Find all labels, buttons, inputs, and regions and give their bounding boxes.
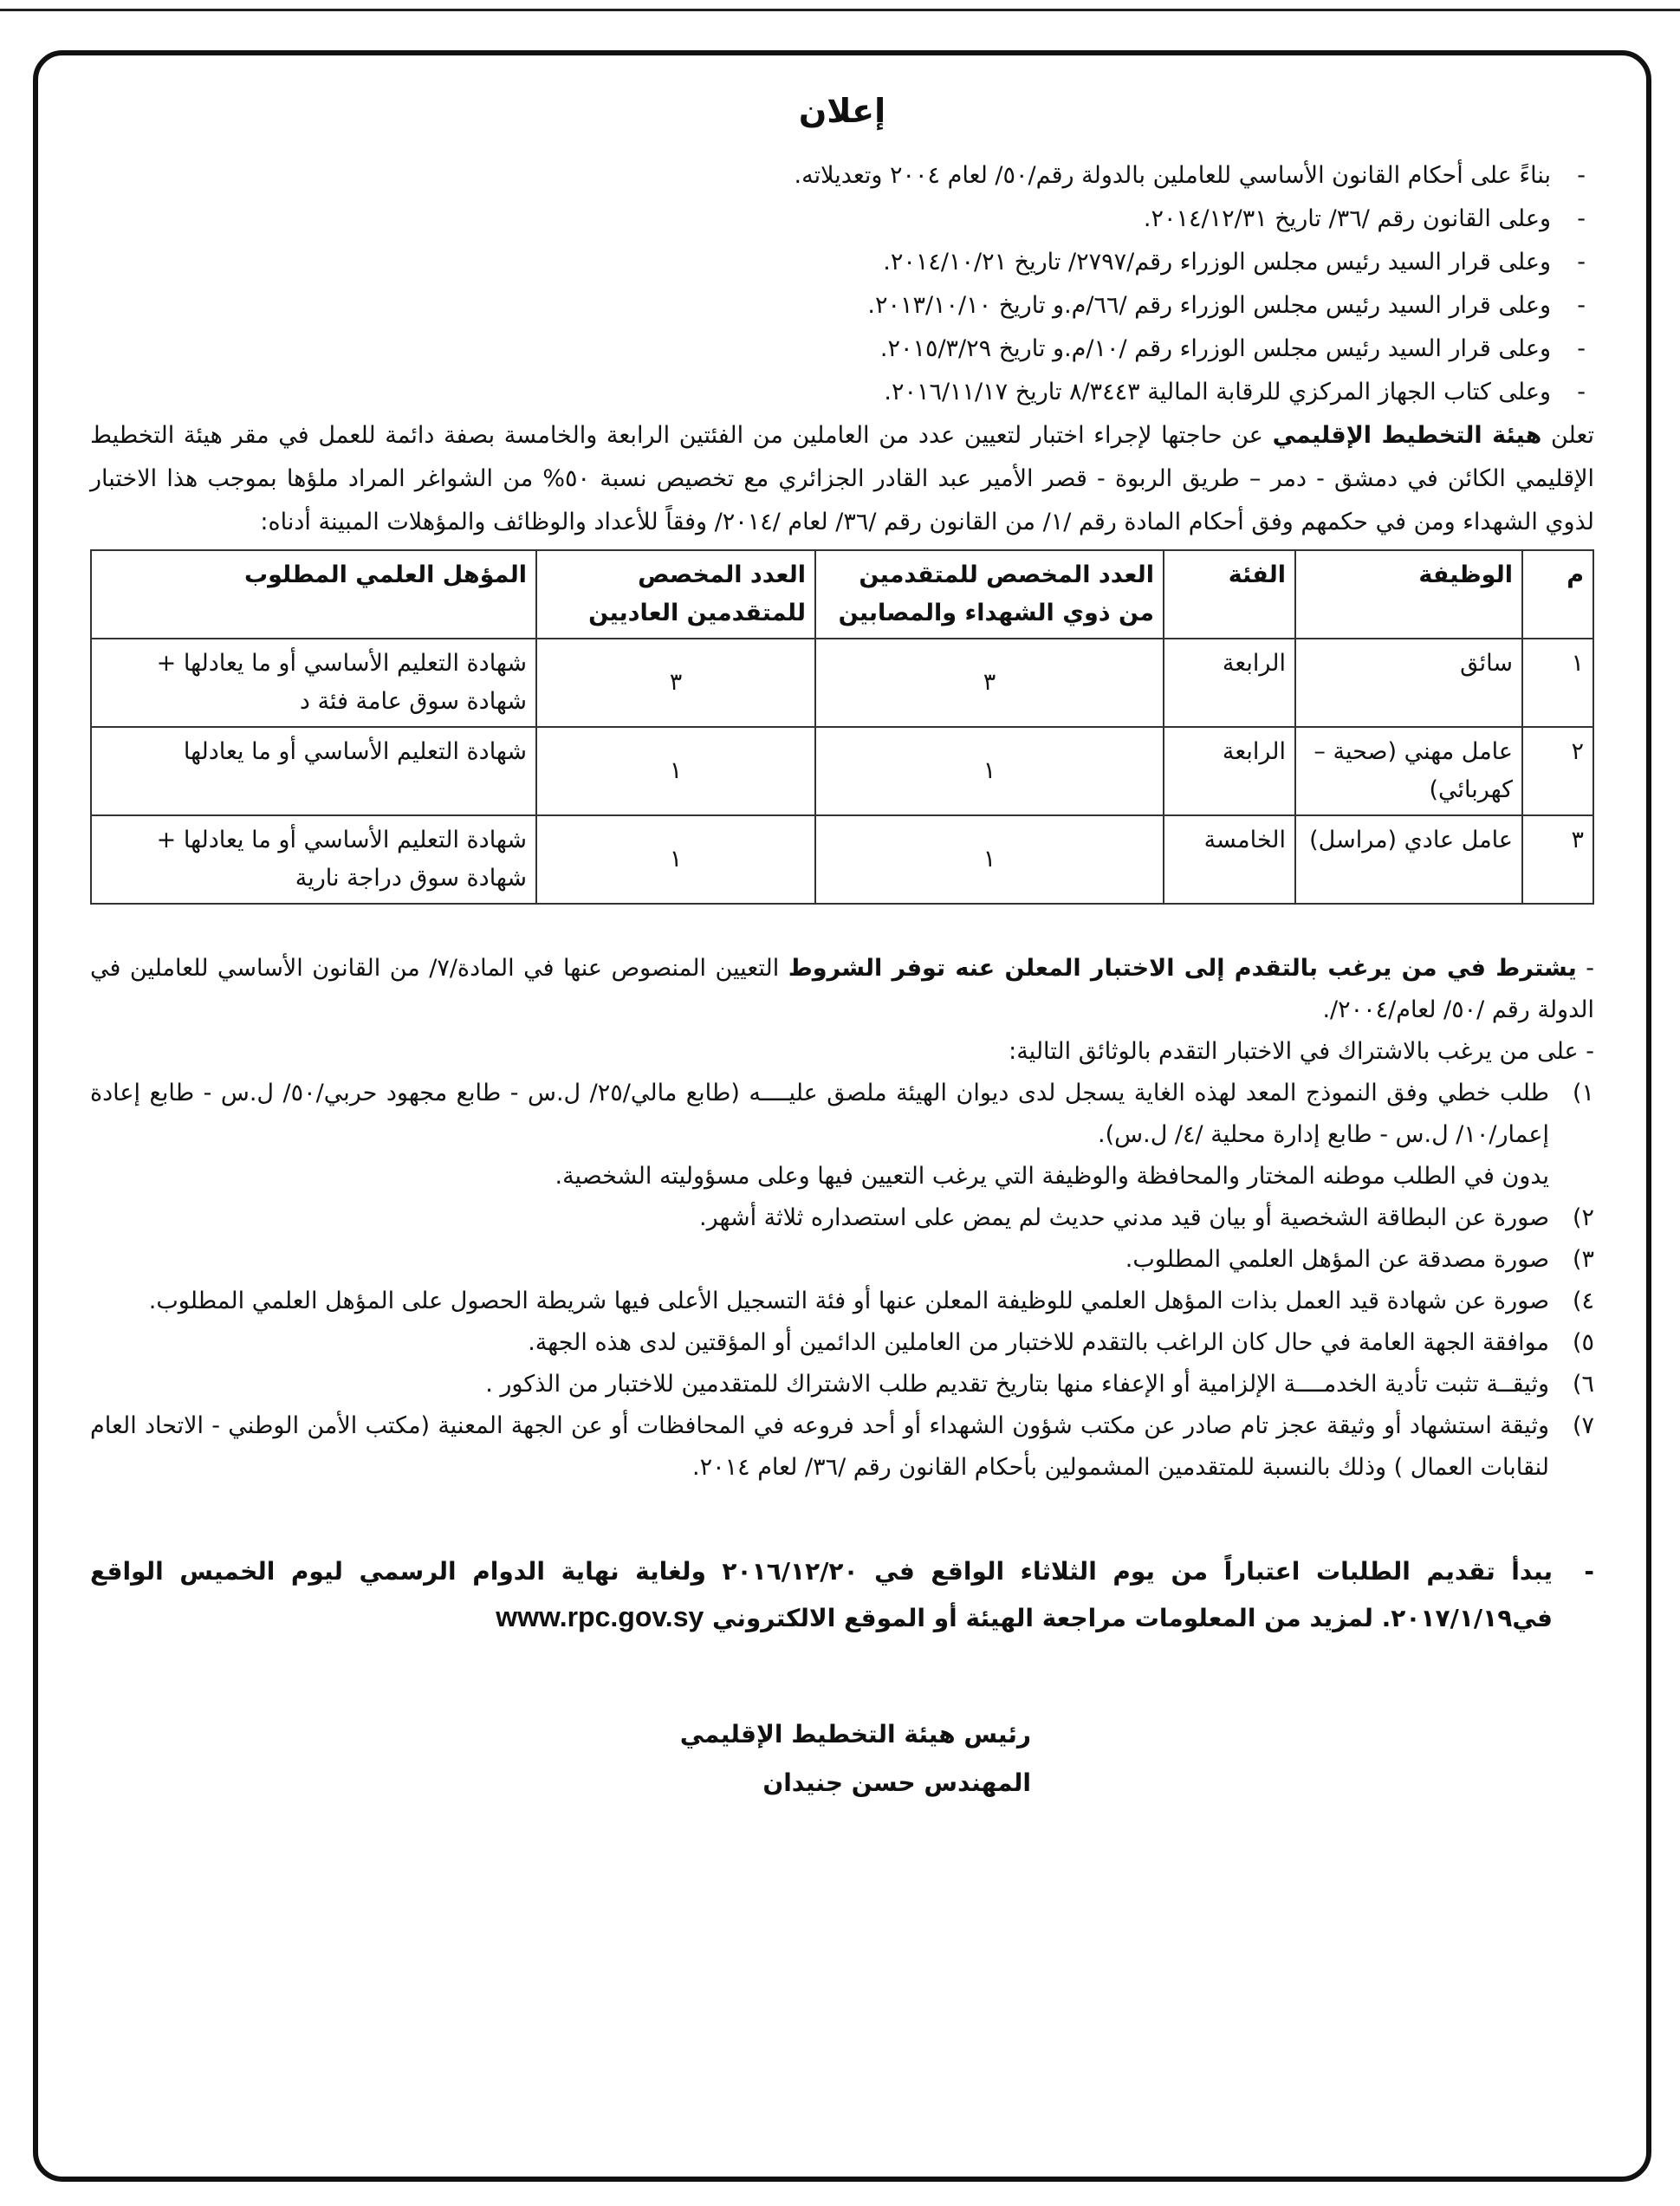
- cell-job: عامل عادي (مراسل): [1295, 815, 1522, 904]
- table-row: [91, 639, 1593, 727]
- document-item: [90, 1197, 1594, 1239]
- cell-martyrs-count: ١: [815, 727, 1164, 815]
- cell-qualification: شهادة التعليم الأساسي أو ما يعادلها + شهادة سوق دراجة نارية: [91, 815, 536, 904]
- conditions-section: [90, 948, 1594, 1489]
- signature-position: رئيس هيئة التخطيط الإقليمي: [679, 1720, 1031, 1749]
- intro-text: عن حاجتها لإجراء اختبار لتعيين عدد من العاملين من الفئتين الرابعة والخامسة بصفة دائمة للعمل في مقر هيئة التخطيط الإقليمي الكائن في دمشق - دمر – طريق الربوة - قصر الأمير عبد القادر الجزائري مع تخصيص نسبة ٥٠% من الشواغر المراد ملؤها بموجب هذا الاختبار لذوي الشهداء ومن في حكمهم وفق أحكام المادة رقم /١/ من القانون رقم /٣٦/ لعام /٢٠١٤/ وفقاً للأعداد والوظائف والمؤهلات المبينة أدناه:: [90, 422, 1594, 535]
- cell-martyrs-count: ٣: [815, 639, 1164, 727]
- header-qualification: المؤهل العلمي المطلوب: [91, 550, 536, 639]
- cell-qualification: شهادة التعليم الأساسي أو ما يعادلها: [91, 727, 536, 815]
- table-row: [91, 727, 1593, 815]
- top-rule: [0, 9, 1680, 11]
- conditions-rest: التعيين المنصوص عنها في المادة/٧/ من القانون الأساسي للعاملين في الدولة رقم /٥٠/ لعام/٢٠٠٤/.: [90, 955, 1594, 1023]
- legal-basis-item: - وعلى قرار السيد رئيس مجلس الوزراء رقم/٢٧٩٧/ تاريخ ٢٠١٤/١٠/٢١.: [90, 241, 1586, 284]
- required-documents-list: [90, 1073, 1594, 1489]
- cell-regular-count: ٣: [536, 639, 815, 727]
- document-text: صورة عن شهادة قيد العمل بذات المؤهل العلمي للوظيفة المعلن عنها أو فئة التسجيل الأعلى فيها شريطة الحصول على المؤهل العلمي المطلوب.: [148, 1288, 1549, 1314]
- cell-category: الرابعة: [1164, 639, 1295, 727]
- document-number: ٧): [1572, 1412, 1594, 1439]
- signature-name: المهندس حسن جنيدان: [762, 1768, 1031, 1797]
- cell-qualification: شهادة التعليم الأساسي أو ما يعادلها + شهادة سوق عامة فئة د: [91, 639, 536, 727]
- document-number: ٣): [1572, 1246, 1594, 1273]
- header-m: م: [1522, 550, 1593, 639]
- cell-m: ١: [1522, 639, 1593, 727]
- cell-category: الرابعة: [1164, 727, 1295, 815]
- document-text: موافقة الجهة العامة في حال كان الراغب بالتقدم للاختبار من العاملين الدائمين أو المؤقتين لدى هذه الجهة.: [528, 1329, 1549, 1356]
- document-text: وثيقــة تثبت تأدية الخدمــــة الإلزامية أو الإعفاء منها بتاريخ تقديم طلب الاشتراك للمتقدمين للاختبار من الذكور .: [485, 1371, 1549, 1398]
- cell-regular-count: ١: [536, 815, 815, 904]
- document-text: وثيقة استشهاد أو وثيقة عجز تام صادر عن مكتب شؤون الشهداء أو أحد فروعه في المحافظات أو عن الجهة المعنية (مكتب الأمن الوطني - الاتحاد العام لنقابات العمال ) وذلك بالنسبة للمتقدمين المشمولين بأحكام القانون رقم /٣٦/ لعام ٢٠١٤.: [90, 1412, 1549, 1481]
- document-item: [90, 1322, 1594, 1364]
- deadline-text: يبدأ تقديم الطلبات اعتباراً من يوم الثلاثاء الواقع في ٢٠١٦/١٢/٢٠ ولغاية نهاية الدوام الرسمي ليوم الخميس الواقع في٢٠١٧/١/١٩. لمزيد من المعلومات مراجعة الهيئة أو الموقع الالكتروني: [90, 1557, 1553, 1632]
- announcement-title: إعلان: [798, 92, 886, 130]
- signature-block: [90, 1710, 1031, 1807]
- legal-basis-item: - وعلى القانون رقم /٣٦/ تاريخ ٢٠١٤/١٢/٣١.: [90, 198, 1586, 241]
- document-item: [90, 1405, 1594, 1489]
- cell-martyrs-count: ١: [815, 815, 1164, 904]
- table-header-row: [91, 550, 1593, 639]
- deadline-paragraph: [90, 1549, 1594, 1641]
- document-item: [90, 1281, 1594, 1322]
- legal-basis-item: - وعلى قرار السيد رئيس مجلس الوزراء رقم /١٠/م.و تاريخ ٢٠١٥/٣/٢٩.: [90, 328, 1586, 371]
- conditions-paragraph: - يشترط في من يرغب بالتقدم إلى الاختبار المعلن عنه توفر الشروط التعيين المنصوص عنها في المادة/٧/ من القانون الأساسي للعاملين في الدولة رقم /٥٠/ لعام/٢٠٠٤/.: [90, 955, 1594, 1023]
- docs-intro-text: على من يرغب بالاشتراك في الاختبار التقدم بالوثائق التالية:: [1009, 1038, 1579, 1065]
- document-text: صورة عن البطاقة الشخصية أو بيان قيد مدني حديث لم يمض على استصداره ثلاثة أشهر.: [699, 1204, 1549, 1231]
- cell-m: ٢: [1522, 727, 1593, 815]
- legal-basis-item: - وعلى كتاب الجهاز المركزي للرقابة المالية ٨/٣٤٤٣ تاريخ ٢٠١٦/١١/١٧.: [90, 371, 1586, 414]
- docs-intro: - على من يرغب بالاشتراك في الاختبار التقدم بالوثائق التالية:: [1009, 1038, 1594, 1065]
- document-subnote: يدون في الطلب موطنه المختار والمحافظة والوظيفة التي يرغب التعيين فيها وعلى مسؤوليته الشخصية.: [555, 1163, 1549, 1190]
- document-number: ١): [1572, 1080, 1594, 1106]
- document-item: [90, 1239, 1594, 1281]
- header-category: الفئة: [1164, 550, 1295, 639]
- vacancies-table: [90, 549, 1594, 905]
- legal-basis-list: [90, 154, 1594, 414]
- legal-basis-item: - وعلى قرار السيد رئيس مجلس الوزراء رقم /٦٦/م.و تاريخ ٢٠١٣/١٠/١٠.: [90, 284, 1586, 328]
- cell-job: سائق: [1295, 639, 1522, 727]
- cell-job: عامل مهني (صحية – كهربائي): [1295, 727, 1522, 815]
- cell-category: الخامسة: [1164, 815, 1295, 904]
- header-regular-count: العدد المخصص للمتقدمين العاديين: [536, 550, 815, 639]
- cell-regular-count: ١: [536, 727, 815, 815]
- document-text: طلب خطي وفق النموذج المعد لهذه الغاية يسجل لدى ديوان الهيئة ملصق عليــــه (طابع مالي/٢٥/ ل.س - طابع مجهود حربي/٥٠/ ل.س - طابع إعادة إعمار/١٠/ ل.س - طابع إدارة محلية /٤/ ل.س).: [90, 1080, 1549, 1148]
- document-item: [90, 1073, 1594, 1197]
- announcement-frame: [33, 50, 1651, 2182]
- legal-basis-item: - بناءً على أحكام القانون الأساسي للعاملين بالدولة رقم/٥٠/ لعام ٢٠٠٤ وتعديلاته.: [90, 154, 1586, 198]
- document-text: صورة مصدقة عن المؤهل العلمي المطلوب.: [1125, 1246, 1549, 1273]
- document-number: ٥): [1572, 1329, 1594, 1356]
- intro-paragraph: [90, 414, 1594, 544]
- authority-name: هيئة التخطيط الإقليمي: [1272, 422, 1542, 449]
- website-link[interactable]: www.rpc.gov.sy: [496, 1601, 704, 1632]
- conditions-bold: يشترط في من يرغب بالتقدم إلى الاختبار المعلن عنه توفر الشروط: [788, 955, 1577, 982]
- document-number: ٢): [1572, 1204, 1594, 1231]
- table-row: [91, 815, 1593, 904]
- intro-lead: تعلن: [1550, 422, 1595, 449]
- header-martyrs-count: العدد المخصص للمتقدمين من ذوي الشهداء والمصابين: [815, 550, 1164, 639]
- document-item: [90, 1364, 1594, 1405]
- document-number: ٤): [1572, 1288, 1594, 1314]
- cell-m: ٣: [1522, 815, 1593, 904]
- header-job: الوظيفة: [1295, 550, 1522, 639]
- document-number: ٦): [1572, 1371, 1594, 1398]
